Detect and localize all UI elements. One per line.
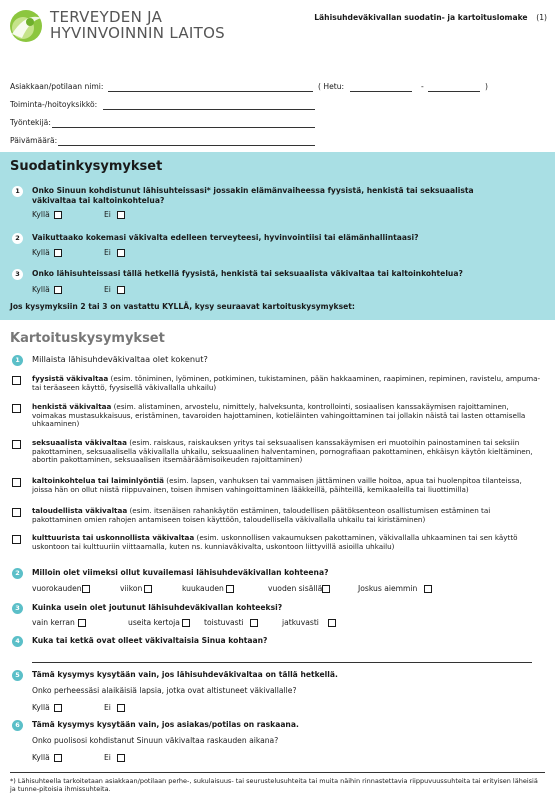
- type-neglect: [32, 477, 542, 494]
- type-neglect-name: kaltoinkohtelua tai laiminlyöntiä: [32, 476, 164, 485]
- screening-q3-yes-checkbox[interactable]: [54, 286, 62, 294]
- q6-yes-checkbox[interactable]: [54, 754, 62, 762]
- screening-q2-yes-checkbox[interactable]: [54, 249, 62, 257]
- q5-yes-label: Kyllä: [32, 703, 50, 712]
- type-economic-checkbox[interactable]: [12, 508, 21, 517]
- type-sexual-name: seksuaalista väkivaltaa: [32, 438, 127, 447]
- mapping-q4-number: 4: [12, 636, 23, 647]
- mapping-q5-text: Onko perheessäsi alaikäisiä lapsia, jotka ovat altistuneet väkivallalle?: [32, 686, 297, 695]
- q3-option-several-checkbox[interactable]: [182, 619, 190, 627]
- screening-note: Jos kysymyksiin 2 tai 3 on vastattu KYLLÄ, kysy seuraavat kartoituskysymykset:: [10, 302, 355, 311]
- screening-q1-no-label: Ei: [104, 210, 111, 219]
- q2-option-month-label: kuukauden: [182, 584, 224, 593]
- hetu-id-field[interactable]: [428, 91, 480, 92]
- q2-option-week-label: viikon: [120, 584, 143, 593]
- type-economic-desc: (esim. itsenäisen rahankäytön estäminen, taloudellisen päätöksenteon osallistumisen estäminen tai pakottaminen omien rahojen antamiseen toisen käyttöön, taloudellisella väkivallalla uhkailu tai kiristäminen): [32, 506, 491, 524]
- q3-option-repeated-label: toistuvasti: [204, 618, 244, 627]
- screening-q3-yes-label: Kyllä: [32, 285, 50, 294]
- screening-q1-number: 1: [12, 186, 23, 197]
- mapping-q5-intro: Tämä kysymys kysytään vain, jos lähisuhdeväkivaltaa on tällä hetkellä.: [32, 670, 338, 679]
- footnote: *) Lähisuhteella tarkoitetaan asiakkaan/potilaan perhe-, sukulaisuus- tai seurustelusuhteita tai muita näihin rinnastettavia riippuvuussuhteita tai erityisen läheisiä ja tunne-pitoisia ihmissuhteita.: [10, 777, 538, 793]
- q2-option-day-checkbox[interactable]: [82, 585, 90, 593]
- org-line-2: HYVINVOINNIN LAITOS: [50, 24, 226, 42]
- type-psychological: [32, 403, 542, 429]
- hetu-dash: -: [421, 82, 424, 91]
- screening-q2-text: Vaikuttaako kokemasi väkivalta edelleen terveyteesi, hyvinvointiisi tai elämänhallintaasi?: [32, 233, 419, 242]
- unit-field[interactable]: [103, 109, 315, 110]
- worker-field[interactable]: [52, 127, 315, 128]
- hetu-close: ): [485, 82, 488, 91]
- screening-q1-yes-checkbox[interactable]: [54, 211, 62, 219]
- type-sexual-checkbox[interactable]: [12, 440, 21, 449]
- screening-q2-number: 2: [12, 233, 23, 244]
- mapping-title: Kartoituskysymykset: [10, 331, 165, 346]
- type-psychological-checkbox[interactable]: [12, 404, 21, 413]
- q6-no-checkbox[interactable]: [117, 754, 125, 762]
- mapping-q2-text: Milloin olet viimeksi ollut kuvailemasi lähisuhdeväkivallan kohteena?: [32, 568, 329, 577]
- type-economic-name: taloudellista väkivaltaa: [32, 506, 128, 515]
- footnote-divider: [10, 772, 545, 773]
- type-physical-name: fyysistä väkivaltaa: [32, 374, 109, 383]
- q2-option-year-label: vuoden sisällä: [268, 584, 323, 593]
- form-title-text: Lähisuhdeväkivallan suodatin- ja kartoituslomake: [314, 13, 528, 22]
- type-cultural-checkbox[interactable]: [12, 535, 21, 544]
- patient-name-label: Asiakkaan/potilaan nimi:: [10, 82, 104, 91]
- mapping-q5-number: 5: [12, 670, 23, 681]
- screening-q1-yes-label: Kyllä: [32, 210, 50, 219]
- org-line-1: TERVEYDEN JA: [50, 8, 163, 26]
- mapping-q1-text: Millaista lähisuhdeväkivaltaa olet kokenut?: [32, 354, 208, 364]
- type-cultural-desc: (esim. uskonnollisen vakaumuksen pakottaminen, väkivallalla uhkaaminen tai sen käyttö uskontoon tai kulttuuriin viittaamalla, kuten ns. kunniaväkivalta, uskontoon liittyvillä asioilla uhkailu): [32, 533, 518, 551]
- q5-yes-checkbox[interactable]: [54, 704, 62, 712]
- q5-no-label: Ei: [104, 703, 111, 712]
- q3-option-once-checkbox[interactable]: [78, 619, 86, 627]
- q2-option-month-checkbox[interactable]: [226, 585, 234, 593]
- type-psychological-name: henkistä väkivaltaa: [32, 402, 112, 411]
- type-physical-desc: (esim. töniminen, lyöminen, potkiminen, tukistaminen, pään hakkaaminen, raapiminen, repiminen, ravistelu, ampuma- tai teräaseen käyttö, fyysisellä väkivallalla uhkailu): [32, 374, 541, 392]
- screening-q3-no-checkbox[interactable]: [117, 286, 125, 294]
- q2-option-earlier-checkbox[interactable]: [424, 585, 432, 593]
- type-economic: [32, 507, 542, 524]
- q2-option-day-label: vuorokauden: [32, 584, 82, 593]
- form-title: [314, 13, 547, 22]
- q2-option-week-checkbox[interactable]: [144, 585, 152, 593]
- mapping-q3-text: Kuinka usein olet joutunut lähisuhdeväkivallan kohteeksi?: [32, 603, 283, 612]
- q3-option-repeated-checkbox[interactable]: [250, 619, 258, 627]
- mapping-q6-number: 6: [12, 720, 23, 731]
- screening-q1-text: Onko Sinuun kohdistunut lähisuhteissasi* jossakin elämänvaiheessa fyysistä, henkistä tai seksuaalista väkivaltaa tai kaltoinkohtelua?: [32, 186, 474, 205]
- mapping-q3-number: 3: [12, 603, 23, 614]
- screening-q2-no-checkbox[interactable]: [117, 249, 125, 257]
- q3-option-continuous-checkbox[interactable]: [328, 619, 336, 627]
- date-field[interactable]: [58, 145, 315, 146]
- hetu-date-field[interactable]: [350, 91, 412, 92]
- type-psychological-desc: (esim. alistaminen, arvostelu, nimittely, halveksunta, kontrollointi, sosiaalisen kanssakäymisen rajoittaminen, voimakas mustasukkaisuus, eristäminen, tavaroiden hajottaminen, kotieläinten vahingoittaminen tai jollakin näistä tai lasten ottamisella uhkaaminen): [32, 402, 526, 429]
- q2-option-earlier-label: Joskus aiemmin: [358, 584, 418, 593]
- thl-logo-icon: [6, 8, 46, 44]
- q6-no-label: Ei: [104, 753, 111, 762]
- screening-q2-no-label: Ei: [104, 248, 111, 257]
- type-sexual-desc: (esim. raiskaus, raiskauksen yritys tai seksuaalisen kanssakäymisen eri muotoihin painostaminen tai seksiin pakottaminen, seksuaalisella väkivallalla uhkailu, seksuaalinen halventaminen, pornografiaan pakottaminen, ehkäisyn käytön kieltäminen, abortin pakottaminen, seksuaalisen itsemääräämisoikeuden rajoittaminen): [32, 438, 533, 465]
- q5-no-checkbox[interactable]: [117, 704, 125, 712]
- unit-label: Toiminta-/hoitoyksikkö:: [10, 100, 98, 109]
- screening-title: Suodatinkysymykset: [10, 159, 163, 174]
- screening-q3-text: Onko lähisuhteissasi tällä hetkellä fyysistä, henkistä tai seksuaalista väkivaltaa tai kaltoinkohtelua?: [32, 269, 463, 278]
- type-neglect-checkbox[interactable]: [12, 478, 21, 487]
- date-label: Päivämäärä:: [10, 136, 58, 145]
- mapping-q6-text: Onko puolisosi kohdistanut Sinuun väkivaltaa raskauden aikana?: [32, 736, 279, 745]
- type-cultural-name: kulttuurista tai uskonnollista väkivaltaa: [32, 533, 195, 542]
- type-sexual: [32, 439, 542, 465]
- mapping-q6-intro: Tämä kysymys kysytään vain, jos asiakas/potilas on raskaana.: [32, 720, 299, 729]
- worker-label: Työntekijä:: [10, 118, 51, 127]
- screening-q3-no-label: Ei: [104, 285, 111, 294]
- type-physical: [32, 375, 542, 392]
- q6-yes-label: Kyllä: [32, 753, 50, 762]
- mapping-q4-text: Kuka tai ketkä ovat olleet väkivaltaisia Sinua kohtaan?: [32, 636, 268, 645]
- mapping-q1-number: 1: [12, 355, 23, 366]
- q2-option-year-checkbox[interactable]: [322, 585, 330, 593]
- hetu-label: ( Hetu:: [318, 82, 345, 91]
- type-physical-checkbox[interactable]: [12, 376, 21, 385]
- q3-option-once-label: vain kerran: [32, 618, 75, 627]
- perpetrator-field[interactable]: [32, 662, 532, 663]
- type-neglect-desc: (esim. lapsen, vanhuksen tai vammaisen jättäminen vaille hoitoa, apua tai huolenpitoa tilanteissa, joissa hän on ollut niistä riippuvainen, toisen ihmisen vahingoittaminen lääkkeillä, päihteillä, kemikaaleilla tai liuottimilla): [32, 476, 522, 494]
- screening-q3-number: 3: [12, 269, 23, 280]
- q3-option-several-label: useita kertoja: [128, 618, 180, 627]
- page-number: (1): [536, 13, 547, 22]
- screening-q1-no-checkbox[interactable]: [117, 211, 125, 219]
- screening-q2-yes-label: Kyllä: [32, 248, 50, 257]
- mapping-q2-number: 2: [12, 568, 23, 579]
- patient-name-field[interactable]: [108, 91, 313, 92]
- type-cultural: [32, 534, 542, 551]
- organization-name: [50, 9, 225, 41]
- q3-option-continuous-label: jatkuvasti: [282, 618, 319, 627]
